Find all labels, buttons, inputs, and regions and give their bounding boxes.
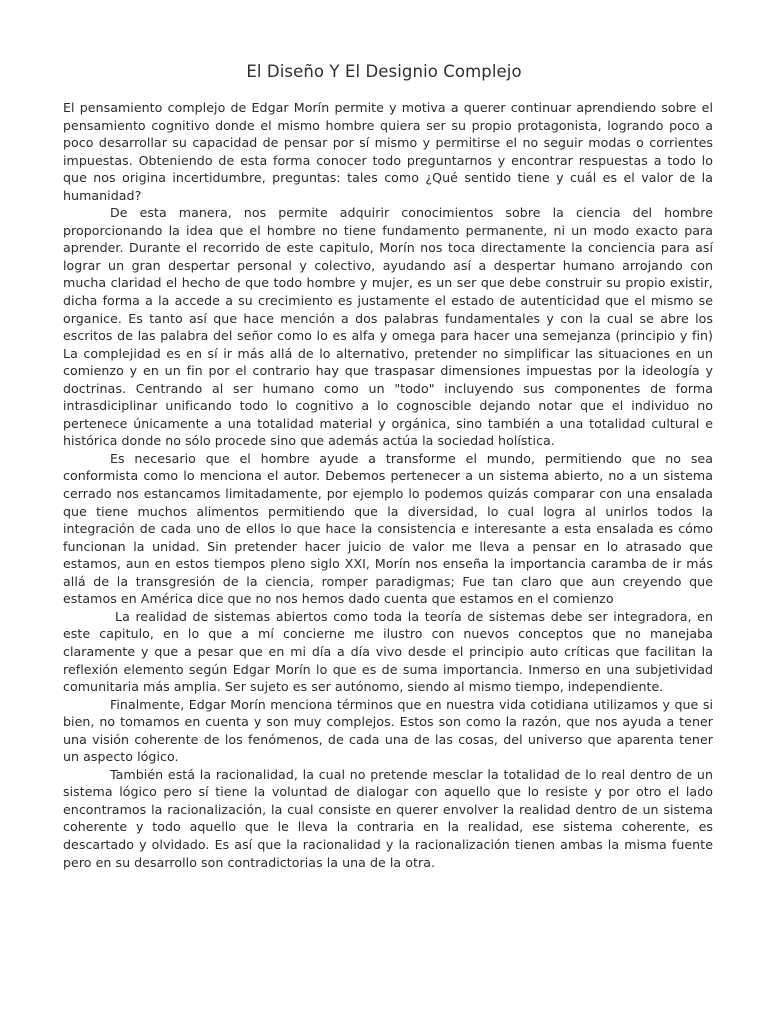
paragraph-5: Finalmente, Edgar Morín menciona términos que en nuestra vida cotidiana utilizamos y que si bien, no tomamos en cuenta y son muy complejos. Estos son como la razón, que nos ayuda a tener una visión coherente de los fenómenos, de cada una de las cosas, del universo que aparenta tener un aspecto lógico. xyxy=(63,696,713,765)
paragraph-1: El pensamiento complejo de Edgar Morín permite y motiva a querer continuar aprendiendo sobre el pensamiento cognitivo donde el mismo hombre quiera ser su propio protagonista, logrando poco a poco desarrollar su capacidad de pensar por sí mismo y permitirse el no seguir modas o corrientes impuestas. Obteniendo de esta forma conocer todo preguntarnos y encontrar respuestas a todo lo que nos origina incertidumbre, preguntas: tales como ¿Qué sentido tiene y cuál es el valor de la humanidad? xyxy=(63,100,713,203)
paragraph-6: También está la racionalidad, la cual no pretende mesclar la totalidad de lo real dentro de un sistema lógico pero sí tiene la voluntad de dialogar con aquello que lo resiste y por otro el lado encontramos la racionalización, la cual consiste en querer envolver la realidad dentro de un sistema coherente y todo aquello que le lleva la contraria en la realidad, ese sistema coherente, es descartado y olvidado. Es así que la racionalidad y la racionalización tienen ambas la misma fuente pero en su desarrollo son contradictorias la una de la otra. xyxy=(63,766,713,870)
paragraph-3: Es necesario que el hombre ayude a transforme el mundo, permitiendo que no sea conformista como lo menciona el autor. Debemos pertenecer a un sistema abierto, no a un sistema cerrado nos estancamos limitadamente, por ejemplo lo podemos quizás comparar con una ensalada que tiene muchos alimentos permitiendo que la diversidad, lo cual logra al unirlos todos la integración de cada uno de ellos lo que hace la consistencia e interesante a esta ensalada es cómo funcionan la unidad. Sin pretender hacer juicio de valor me lleva a pensar en lo atrasado que estamos, aun en estos tiempos pleno siglo XXI, Morín nos enseña la importancia caramba de ir más allá de la transgresión de la ciencia, romper paradigmas; Fue tan claro que aun creyendo que estamos en América dice que no nos hemos dado cuenta que estamos en el comienzo xyxy=(63,450,713,607)
document-title: El Diseño Y El Designio Complejo xyxy=(246,62,522,81)
paragraph-2: De esta manera, nos permite adquirir conocimientos sobre la ciencia del hombre proporcionando la idea que el hombre no tiene fundamento permanente, ni un modo exacto para aprender. Durante el recorrido de este capitulo, Morín nos toca directamente la conciencia para así lograr un gran despertar personal y colectivo, ayudando así a despertar humano arrojando con mucha claridad el hecho de que todo hombre y mujer, es un ser que debe construir su propio existir, dicha forma a la accede a su crecimiento es justamente el estado de autenticidad que el mismo se organice. Es tanto así que hace mención a dos palabras fundamentales y con la cual se abre los escritos de las palabra del señor como lo es alfa y omega para hacer una semejanza (principio y fin) La complejidad es en sí ir más allá de lo alternativo, pretender no simplificar las situaciones en un comienzo y en un fin por el contrario hay que traspasar dimensiones impuestas por la ideología y doctrinas. Centrando al ser humano como un "todo" incluyendo sus componentes de forma intrasdiciplinar unificando todo lo cognitivo a lo cognoscible dejando notar que el individuo no pertenece únicamente a una totalidad material y orgánica, sino también a una totalidad cultural e histórica donde no sólo procede sino que además actúa la sociedad holística. xyxy=(63,205,713,449)
document-body xyxy=(63,99,713,871)
paragraph-4: La realidad de sistemas abiertos como toda la teoría de sistemas debe ser integradora, en este capitulo, en lo que a mí concierne me ilustro con nuevos conceptos que no manejaba claramente y que a pesar que en mi día a día vivo desde el principio auto críticas que facilitan la reflexión elemento según Edgar Morín lo que es de suma importancia. Inmerso en una subjetividad comunitaria más amplia. Ser sujeto es ser autónomo, siendo al mismo tiempo, independiente. xyxy=(63,608,713,695)
